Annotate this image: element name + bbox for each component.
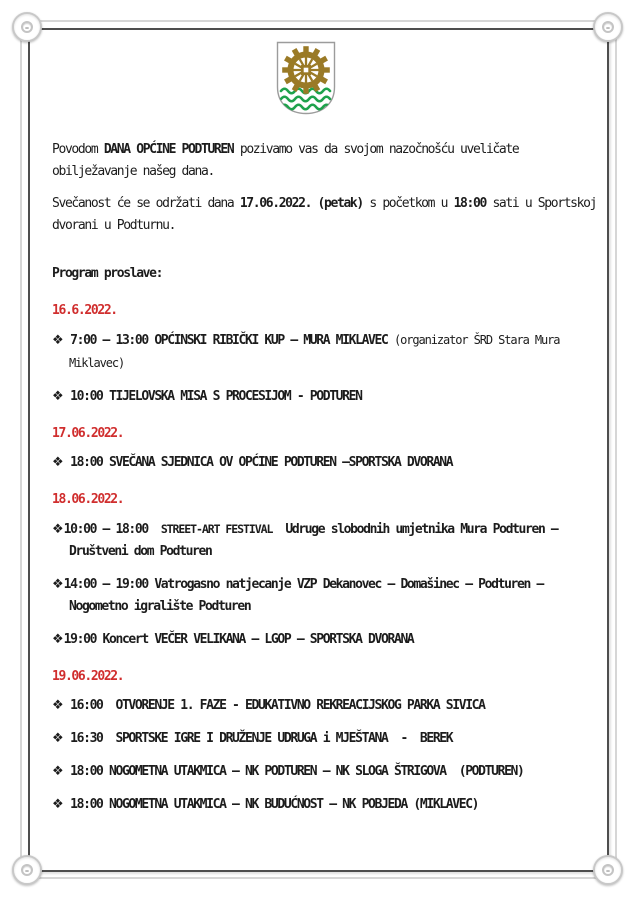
podturen-coat-of-arms bbox=[275, 40, 337, 124]
program-schedule bbox=[52, 300, 600, 816]
text-run: 10:00 – 18:00 bbox=[63, 522, 161, 537]
text-run: 10:00 TIJELOVSKA MISA S PROCESIJOM - PODTUREN bbox=[63, 389, 362, 404]
coat-of-arms-graphic bbox=[275, 40, 337, 116]
text-run: sati u Sportskoj dvorani u Podturnu. bbox=[52, 196, 603, 233]
program-item bbox=[52, 794, 600, 816]
diamond-bullet-icon: ❖ bbox=[52, 632, 64, 647]
diamond-bullet-icon: ❖ bbox=[52, 731, 64, 746]
diamond-bullet-icon: ❖ bbox=[52, 797, 64, 812]
program-item bbox=[52, 695, 600, 717]
diamond-bullet-icon: ❖ bbox=[52, 522, 64, 537]
section-date: 18.06.2022. bbox=[52, 492, 124, 507]
text-run: 18:00 bbox=[453, 196, 486, 211]
program-item bbox=[52, 728, 600, 750]
text-run: 18:00 NOGOMETNA UTAKMICA – NK BUDUĆNOST – NK POBJEDA (MIKLAVEC) bbox=[63, 797, 479, 812]
diamond-bullet-icon: ❖ bbox=[52, 577, 64, 592]
corner-ornament-bottom-left bbox=[12, 855, 42, 885]
diamond-bullet-icon: ❖ bbox=[52, 455, 64, 470]
document-content bbox=[52, 28, 603, 827]
text-run: Svečanost će se održati dana bbox=[52, 196, 240, 211]
text-run: 18:00 NOGOMETNA UTAKMICA – NK PODTUREN – NK SLOGA ŠTRIGOVA (PODTUREN) bbox=[63, 764, 524, 779]
text-run: (organizator ŠRD Stara Mura Miklavec) bbox=[69, 333, 566, 370]
program-item bbox=[52, 629, 600, 651]
text-run: Povodom bbox=[52, 142, 104, 157]
diamond-bullet-icon: ❖ bbox=[52, 764, 64, 779]
intro-paragraph bbox=[52, 139, 600, 183]
text-run: 7:00 – 13:00 OPĆINSKI RIBIČKI KUP – MURA MIKLAVEC bbox=[63, 333, 394, 348]
corner-ornament-bottom-right bbox=[593, 855, 623, 885]
text-run: s početkom u bbox=[362, 196, 454, 211]
diamond-bullet-icon: ❖ bbox=[52, 333, 64, 348]
diamond-bullet-icon: ❖ bbox=[52, 698, 64, 713]
text-run: 16:30 SPORTSKE IGRE I DRUŽENJE UDRUGA i MJEŠTANA - BEREK bbox=[63, 731, 453, 746]
text-run: 16:00 OTVORENJE 1. FAZE - EDUKATIVNO REKREACIJSKOG PARKA SIVICA bbox=[63, 698, 485, 713]
text-run: 14:00 – 19:00 Vatrogasno natjecanje VZP Dekanovec – Domašinec – Podturen – Nogometno igralište Podturen bbox=[63, 577, 550, 614]
program-item bbox=[52, 329, 600, 375]
diamond-bullet-icon: ❖ bbox=[52, 389, 64, 404]
program-item bbox=[52, 452, 600, 474]
intro-text bbox=[52, 139, 603, 237]
corner-ornament-top-left bbox=[12, 12, 42, 42]
section-date: 17.06.2022. bbox=[52, 426, 124, 441]
text-run: 18:00 SVEČANA SJEDNICA OV OPĆINE PODTUREN –SPORTSKA DVORANA bbox=[63, 455, 453, 470]
text-run: DANA OPĆINE PODTUREN bbox=[103, 142, 234, 157]
program-item bbox=[52, 518, 600, 563]
program-item bbox=[52, 386, 600, 408]
program-title: Program proslave: bbox=[52, 266, 163, 281]
program-item bbox=[52, 574, 600, 618]
intro-paragraph bbox=[52, 193, 603, 237]
text-run: Udruge slobodnih umjetnika Mura Podturen – Društveni dom Podturen bbox=[69, 522, 564, 559]
text-run: STREET-ART FESTIVAL bbox=[160, 522, 273, 536]
text-run: 17.06.2022. (petak) bbox=[239, 196, 363, 211]
program-item bbox=[52, 761, 600, 783]
section-date: 16.6.2022. bbox=[52, 303, 117, 318]
text-run: pozivamo vas da svojom nazočnošću uveličate obilježavanje našeg dana. bbox=[52, 142, 525, 179]
section-date: 19.06.2022. bbox=[52, 669, 124, 684]
text-run: 19:00 Koncert VEČER VELIKANA – LGOP – SPORTSKA DVORANA bbox=[63, 632, 414, 647]
